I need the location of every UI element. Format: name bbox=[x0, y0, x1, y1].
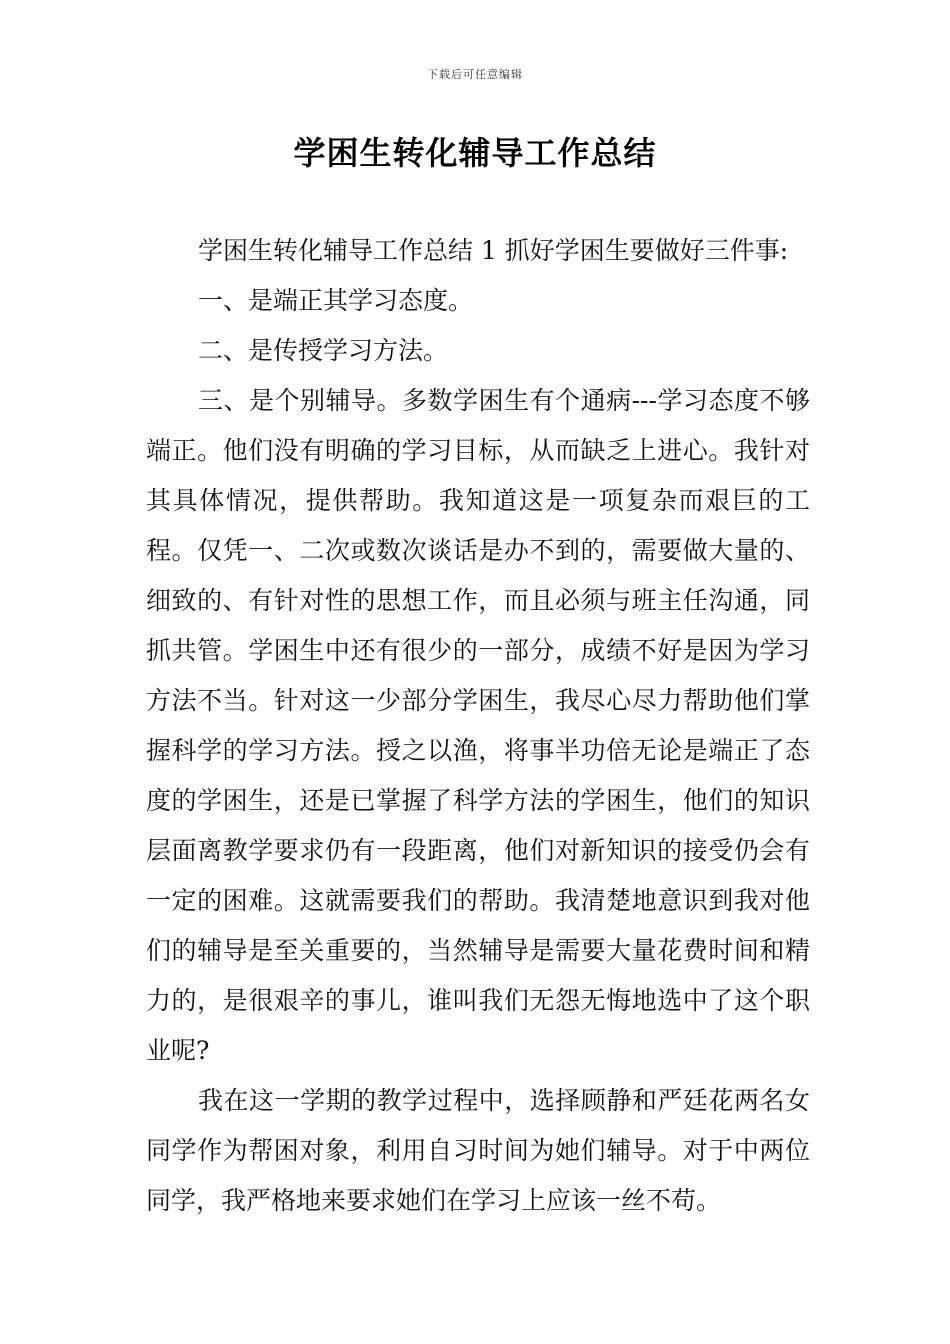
paragraph-point-two: 二、是传授学习方法。 bbox=[198, 336, 449, 365]
document-title: 学困生转化辅导工作总结 bbox=[293, 134, 657, 172]
paragraph-point-three: 三、是个别辅导。多数学困生有个通病---学习态度不够端正。他们没有明确的学习目标，从而缺乏上进心。我针对其具体情况，提供帮助。我知道这是一项复杂而艰巨的工程。仅凭一、二次或数次谈话是办不到的，需要做大量的、细致的、有针对性的思想工作，而且必须与班主任沟通，同抓共管。学困生中还有很少的一部分，成绩不好是因为学习方法不当。针对这一少部分学困生，我尽心尽力帮助他们掌握科学的学习方法。授之以渔，将事半功倍无论是端正了态度的学困生，还是已掌握了科学方法的学困生，他们的知识层面离教学要求仍有一段距离，他们对新知识的接受仍会有一定的困难。这就需要我们的帮助。我清楚地意识到我对他们的辅导是至关重要的，当然辅导是需要大量花费时间和精力的，是很艰辛的事儿，谁叫我们无怨无悔地选中了这个职业呢? bbox=[146, 386, 810, 1065]
paragraph-intro: 学困生转化辅导工作总结 1 抓好学困生要做好三件事: bbox=[198, 236, 789, 265]
paragraph-point-one: 一、是端正其学习态度。 bbox=[198, 286, 474, 315]
header-note: 下载后可任意编辑 bbox=[427, 68, 523, 81]
document-body bbox=[146, 226, 810, 1226]
paragraph-semester: 我在这一学期的教学过程中，选择顾静和严廷花两名女同学作为帮困对象，利用自习时间为她们辅导。对于中两位同学，我严格地来要求她们在学习上应该一丝不苟。 bbox=[146, 1086, 810, 1215]
